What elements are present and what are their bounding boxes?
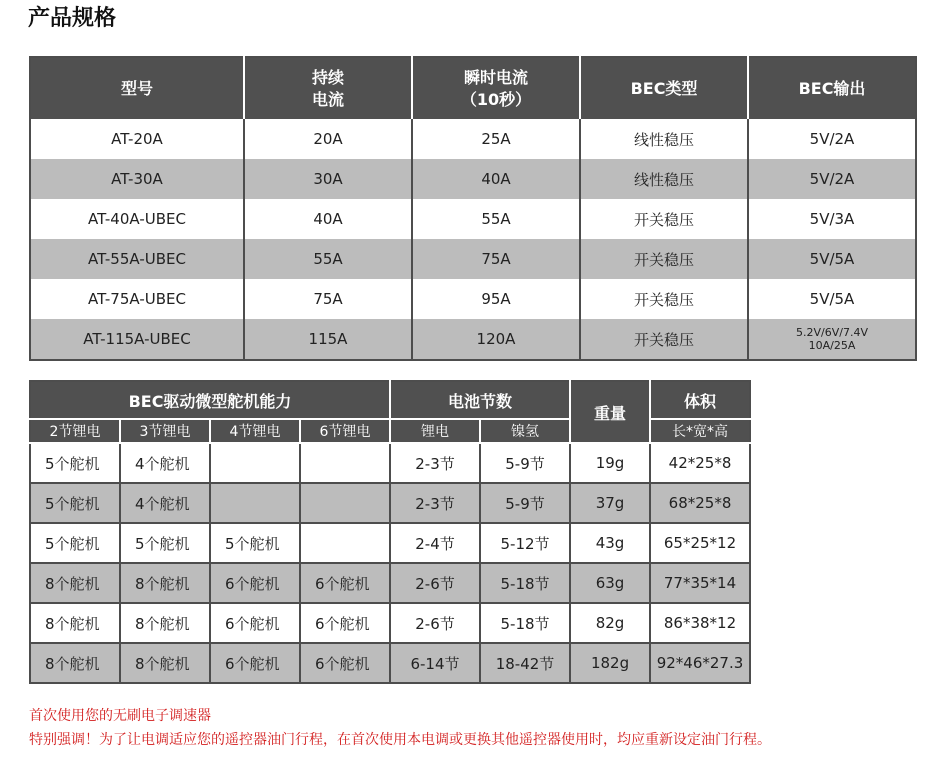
cell-lipo: 2-3节 (390, 443, 480, 483)
cell-bec-output: 5V/5A (748, 239, 916, 279)
header-nimh: 镍氢 (480, 419, 570, 443)
cell-nimh: 18-42节 (480, 643, 570, 683)
cell-continuous: 30A (244, 159, 412, 199)
cell-4s (210, 443, 300, 483)
throttle-calibration-warning: 特别强调！为了让电调适应您的遥控器油门行程，在首次使用本电调或更换其他遥控器使用时，均应重新设定油门行程。 (29, 732, 771, 748)
cell-bec-output: 5V/5A (748, 279, 916, 319)
cell-bec-type: 开关稳压 (580, 239, 748, 279)
cell-lipo: 2-6节 (390, 603, 480, 643)
table-row (30, 159, 916, 199)
table-row (30, 643, 750, 683)
table-row (30, 563, 750, 603)
cell-bec-output: 5V/2A (748, 119, 916, 159)
cell-continuous: 20A (244, 119, 412, 159)
cell-model: AT-40A-UBEC (88, 210, 186, 228)
table-row (30, 523, 750, 563)
header-burst-current: 瞬时电流 （10秒） (412, 57, 580, 119)
cell-model: AT-115A-UBEC (30, 319, 244, 360)
cell-6s (300, 523, 390, 563)
cell-bec-type: 开关稳压 (580, 279, 748, 319)
cell-nimh: 5-18节 (480, 563, 570, 603)
cell-3s: 4个舵机 (120, 483, 210, 523)
cell-continuous: 55A (244, 239, 412, 279)
header-weight: 重量 (570, 381, 650, 443)
cell-nimh: 5-12节 (480, 523, 570, 563)
spec-header-row (30, 57, 916, 119)
table-row (30, 119, 916, 159)
header-3s-lipo: 3节锂电 (120, 419, 210, 443)
header-bec-output: BEC输出 (748, 57, 916, 119)
cell-2s: 8个舵机 (30, 603, 120, 643)
cell-burst: 120A (412, 319, 580, 360)
cell-burst: 75A (412, 239, 580, 279)
cell-nimh: 5-9节 (480, 443, 570, 483)
cell-dimensions: 65*25*12 (650, 523, 750, 563)
cell-3s: 5个舵机 (120, 523, 210, 563)
header-dimensions: 长*宽*高 (650, 419, 750, 443)
cell-6s: 6个舵机 (300, 603, 390, 643)
header-6s-lipo: 6节锂电 (300, 419, 390, 443)
cell-lipo: 2-4节 (390, 523, 480, 563)
cell-lipo: 6-14节 (390, 643, 480, 683)
cell-4s: 6个舵机 (210, 603, 300, 643)
cell-6s (300, 443, 390, 483)
cell-bec-type: 线性稳压 (580, 159, 748, 199)
cell-dimensions: 68*25*8 (650, 483, 750, 523)
table-row (30, 483, 750, 523)
cell-dimensions: 92*46*27.3 (650, 643, 750, 683)
cell-weight: 37g (570, 483, 650, 523)
cell-model: AT-30A (30, 159, 244, 199)
header-4s-lipo: 4节锂电 (210, 419, 300, 443)
cell-weight: 43g (570, 523, 650, 563)
cell-3s: 4个舵机 (120, 443, 210, 483)
cell-weight: 82g (570, 603, 650, 643)
cell-continuous: 115A (244, 319, 412, 360)
cell-dimensions: 86*38*12 (650, 603, 750, 643)
cell-model: AT-55A-UBEC (30, 239, 244, 279)
table-row (30, 199, 916, 239)
table-row (30, 239, 916, 279)
cell-continuous: 40A (244, 199, 412, 239)
cell-nimh: 5-18节 (480, 603, 570, 643)
header-continuous-current: 持续 电流 (244, 57, 412, 119)
cell-2s: 5个舵机 (30, 523, 120, 563)
header-2s-lipo: 2节锂电 (30, 419, 120, 443)
cell-lipo: 2-3节 (390, 483, 480, 523)
cell-dimensions: 77*35*14 (650, 563, 750, 603)
cell-burst: 95A (412, 279, 580, 319)
cell-bec-type: 线性稳压 (580, 119, 748, 159)
cell-continuous: 75A (244, 279, 412, 319)
cell-3s: 8个舵机 (120, 563, 210, 603)
cell-weight: 182g (570, 643, 650, 683)
header-servo-capability: BEC驱动微型舵机能力 (30, 381, 390, 419)
cell-6s: 6个舵机 (300, 643, 390, 683)
cell-weight: 63g (570, 563, 650, 603)
cell-model: AT-75A-UBEC (88, 290, 186, 308)
cell-4s (210, 483, 300, 523)
header-model: 型号 (30, 57, 244, 119)
cell-weight: 19g (570, 443, 650, 483)
cell-dimensions: 42*25*8 (650, 443, 750, 483)
header-lipo: 锂电 (390, 419, 480, 443)
cell-model: AT-20A (111, 130, 163, 148)
header-battery-cells: 电池节数 (390, 381, 570, 419)
cell-3s: 8个舵机 (120, 643, 210, 683)
cell-4s: 6个舵机 (210, 563, 300, 603)
page-title: 产品规格 (28, 6, 117, 31)
cell-burst: 25A (412, 119, 580, 159)
servo-capability-table (29, 380, 751, 684)
cell-2s: 8个舵机 (30, 643, 120, 683)
cell-6s: 6个舵机 (300, 563, 390, 603)
cell-bec-type: 开关稳压 (580, 319, 748, 360)
cell-burst: 55A (412, 199, 580, 239)
first-use-note: 首次使用您的无刷电子调速器 (29, 708, 211, 724)
table-row (30, 443, 750, 483)
cell-2s: 5个舵机 (30, 443, 120, 483)
table-row (30, 319, 916, 360)
cell-6s (300, 483, 390, 523)
table-row (30, 603, 750, 643)
cell-lipo: 2-6节 (390, 563, 480, 603)
header-volume: 体积 (650, 381, 750, 419)
cell-bec-output: 5V/3A (748, 199, 916, 239)
cell-4s: 5个舵机 (210, 523, 300, 563)
cell-2s: 5个舵机 (30, 483, 120, 523)
header-bec-type: BEC类型 (580, 57, 748, 119)
cell-bec-type: 开关稳压 (580, 199, 748, 239)
table-row (30, 279, 916, 319)
cell-burst: 40A (412, 159, 580, 199)
cell-nimh: 5-9节 (480, 483, 570, 523)
cell-3s: 8个舵机 (120, 603, 210, 643)
capability-group-header-row (30, 381, 750, 419)
cell-2s: 8个舵机 (30, 563, 120, 603)
cell-bec-output: 5.2V/6V/7.4V 10A/25A (748, 319, 916, 360)
cell-bec-output: 5V/2A (748, 159, 916, 199)
spec-table (29, 56, 917, 361)
cell-4s: 6个舵机 (210, 643, 300, 683)
